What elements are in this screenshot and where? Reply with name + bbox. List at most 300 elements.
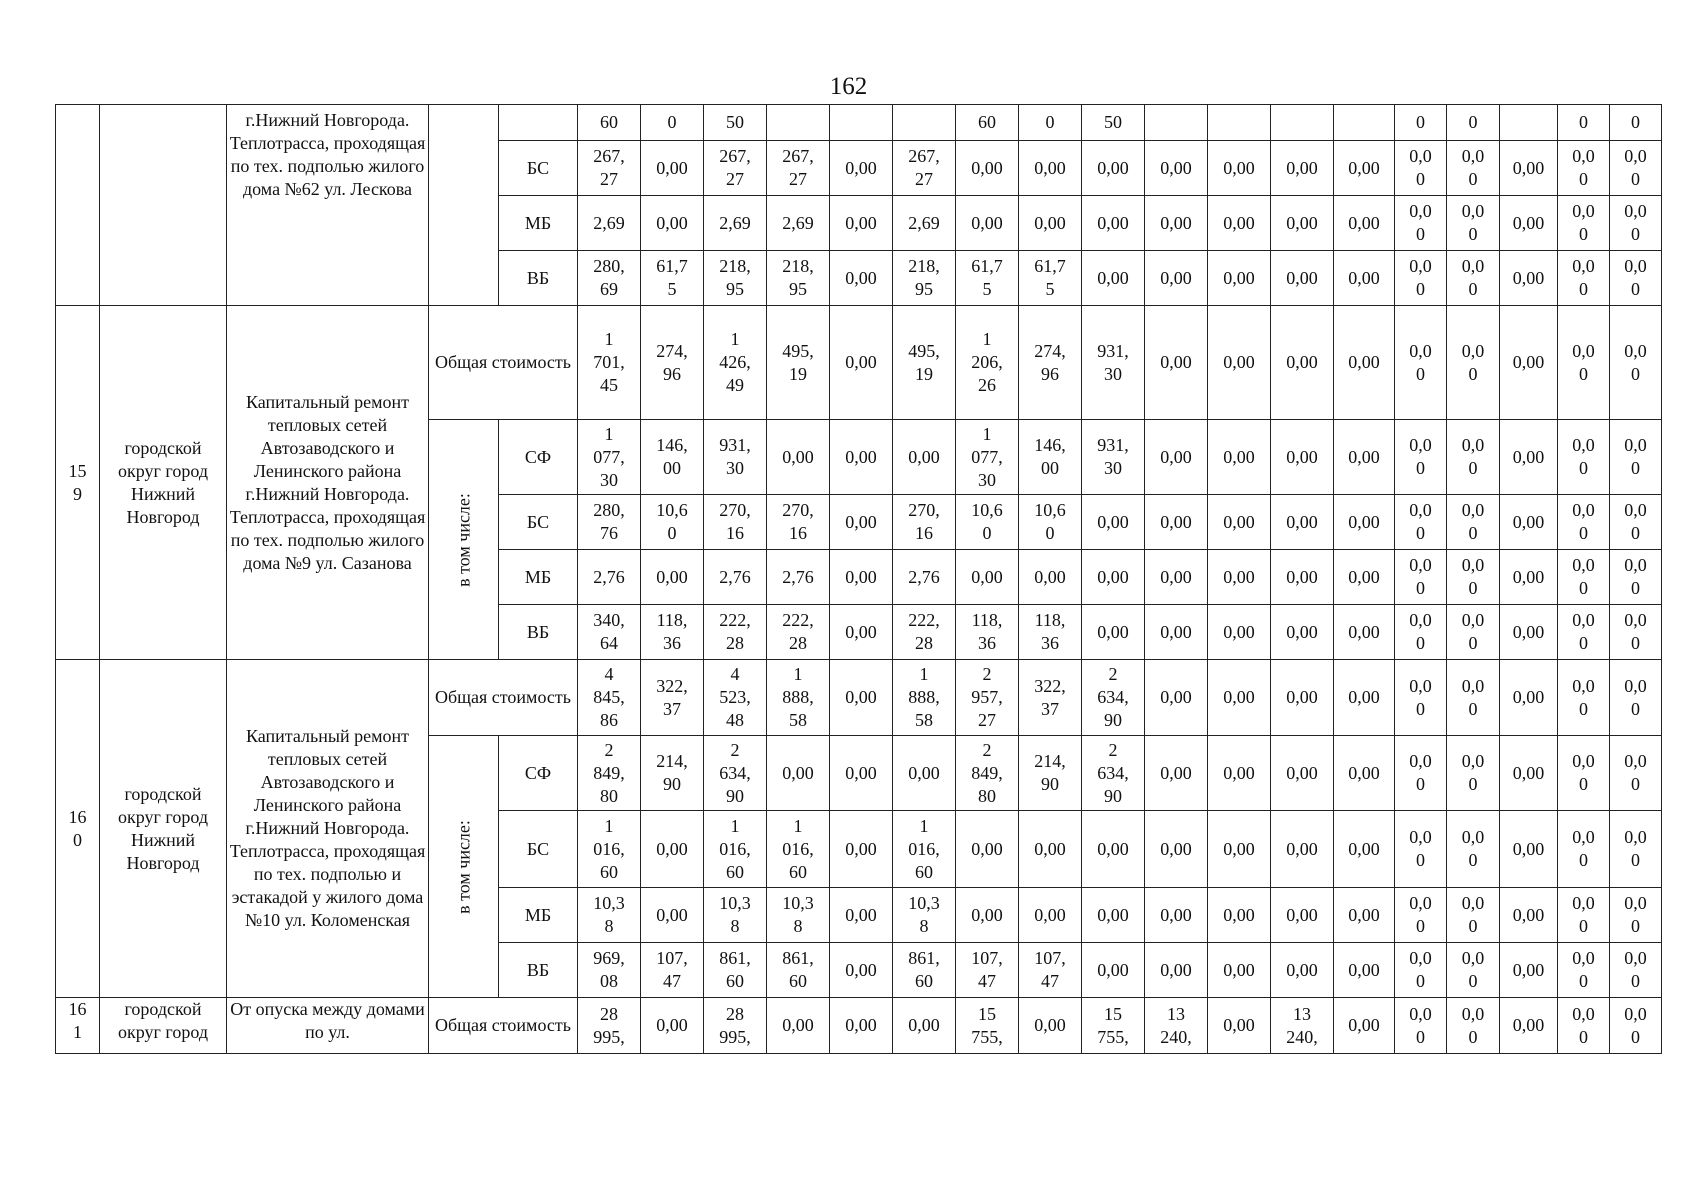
total-cost-label: Общая стоимость	[429, 998, 578, 1054]
value-cell: 214, 90	[641, 736, 704, 811]
value-cell: 222, 28	[893, 605, 956, 660]
value-cell: 0,00	[1271, 550, 1334, 605]
value-cell: 0	[1447, 105, 1500, 141]
value-cell: 50	[1082, 105, 1145, 141]
table-row	[56, 105, 1662, 141]
value-cell: 0,00	[641, 550, 704, 605]
value-cell: 218, 95	[893, 251, 956, 306]
value-cell: 1 016, 60	[578, 811, 641, 888]
value-cell: 0,0 0	[1447, 998, 1500, 1054]
value-cell: 0,0 0	[1395, 811, 1447, 888]
value-cell: 0,00	[1145, 196, 1208, 251]
value-cell: 0,0 0	[1395, 660, 1447, 736]
value-cell: 0,0 0	[1447, 495, 1500, 550]
value-cell: 0,00	[1082, 888, 1145, 943]
value-cell: 0,00	[1271, 251, 1334, 306]
value-cell: 0,0 0	[1610, 251, 1662, 306]
value-cell: 10,3 8	[767, 888, 830, 943]
municipality-cell: городской округ город Нижний Новгород	[100, 306, 227, 660]
value-cell: 0,00	[1082, 495, 1145, 550]
value-cell: 270, 16	[893, 495, 956, 550]
value-cell: 0,0 0	[1558, 660, 1610, 736]
value-cell: 1 206, 26	[956, 306, 1019, 420]
value-cell: 2,69	[704, 196, 767, 251]
value-cell: 280, 76	[578, 495, 641, 550]
value-cell: 0,0 0	[1610, 998, 1662, 1054]
value-cell: 0,00	[1271, 660, 1334, 736]
funding-source-label: СФ	[499, 736, 578, 811]
value-cell: 0,0 0	[1610, 605, 1662, 660]
value-cell: 1 888, 58	[767, 660, 830, 736]
value-cell: 0,00	[1208, 306, 1271, 420]
value-cell: 0,00	[1082, 251, 1145, 306]
value-cell: 0,00	[1145, 306, 1208, 420]
value-cell: 0,0 0	[1447, 196, 1500, 251]
value-cell: 2,69	[767, 196, 830, 251]
value-cell: 0,00	[1500, 251, 1558, 306]
value-cell: 50	[704, 105, 767, 141]
value-cell: 0,00	[1145, 605, 1208, 660]
value-cell: 15 755,	[956, 998, 1019, 1054]
value-cell: 0,00	[1208, 495, 1271, 550]
value-cell	[1145, 105, 1208, 141]
value-cell: 0,00	[1334, 888, 1395, 943]
value-cell: 0,00	[1500, 420, 1558, 495]
value-cell: 0,00	[1019, 811, 1082, 888]
funding-source-label: СФ	[499, 420, 578, 495]
value-cell: 0,00	[893, 420, 956, 495]
value-cell: 0,0 0	[1558, 811, 1610, 888]
value-cell: 0,00	[767, 736, 830, 811]
value-cell: 0,0 0	[1395, 420, 1447, 495]
value-cell: 0,0 0	[1447, 736, 1500, 811]
table-row	[56, 306, 1662, 420]
value-cell: 280, 69	[578, 251, 641, 306]
value-cell: 0,00	[893, 998, 956, 1054]
value-cell: 0	[1610, 105, 1662, 141]
value-cell: 0,00	[830, 196, 893, 251]
in-including-label	[429, 105, 499, 306]
value-cell: 270, 16	[767, 495, 830, 550]
value-cell: 2 634, 90	[1082, 736, 1145, 811]
value-cell: 931, 30	[1082, 306, 1145, 420]
value-cell: 222, 28	[767, 605, 830, 660]
value-cell: 0,00	[1334, 251, 1395, 306]
value-cell: 0,00	[1334, 998, 1395, 1054]
funding-source-label	[499, 105, 578, 141]
value-cell: 861, 60	[767, 943, 830, 998]
value-cell: 0,0 0	[1447, 420, 1500, 495]
object-description: От опуска между домами по ул.	[227, 998, 429, 1054]
value-cell: 0,00	[1208, 660, 1271, 736]
value-cell: 10,6 0	[1019, 495, 1082, 550]
value-cell: 218, 95	[704, 251, 767, 306]
funding-source-label: ВБ	[499, 943, 578, 998]
value-cell: 2 634, 90	[1082, 660, 1145, 736]
value-cell: 495, 19	[767, 306, 830, 420]
budget-table	[55, 104, 1662, 1054]
value-cell: 0,00	[1208, 141, 1271, 196]
value-cell: 118, 36	[641, 605, 704, 660]
value-cell: 107, 47	[956, 943, 1019, 998]
value-cell: 0,00	[1500, 550, 1558, 605]
municipality-cell: городской округ город Нижний Новгород	[100, 660, 227, 998]
value-cell: 0,00	[1145, 251, 1208, 306]
value-cell: 1 016, 60	[893, 811, 956, 888]
value-cell: 2,69	[578, 196, 641, 251]
value-cell: 0,0 0	[1447, 660, 1500, 736]
value-cell: 0,00	[1082, 550, 1145, 605]
value-cell: 267, 27	[893, 141, 956, 196]
value-cell: 0,00	[1334, 495, 1395, 550]
value-cell: 107, 47	[641, 943, 704, 998]
municipality-cell: городской округ город	[100, 998, 227, 1054]
value-cell: 10,6 0	[956, 495, 1019, 550]
value-cell: 0,00	[1334, 605, 1395, 660]
value-cell: 107, 47	[1019, 943, 1082, 998]
value-cell: 10,3 8	[704, 888, 767, 943]
vertical-including-text: в том числе:	[453, 819, 473, 914]
value-cell: 0,00	[1271, 888, 1334, 943]
value-cell: 0,0 0	[1558, 495, 1610, 550]
value-cell: 1 077, 30	[956, 420, 1019, 495]
value-cell: 61,7 5	[641, 251, 704, 306]
object-description: Капитальный ремонт тепловых сетей Автозаводского и Ленинского района г.Нижний Новгорода. Теплотрасса, проходящая по тех. подполью жилого дома №9 ул. Сазанова	[227, 306, 429, 660]
value-cell: 322, 37	[641, 660, 704, 736]
value-cell: 931, 30	[1082, 420, 1145, 495]
value-cell: 0,00	[1145, 736, 1208, 811]
value-cell: 4 523, 48	[704, 660, 767, 736]
in-including-label	[429, 420, 499, 660]
value-cell: 0,00	[1500, 605, 1558, 660]
value-cell: 0,00	[1019, 998, 1082, 1054]
value-cell: 969, 08	[578, 943, 641, 998]
value-cell: 10,6 0	[641, 495, 704, 550]
value-cell: 28 995,	[578, 998, 641, 1054]
value-cell: 0,00	[1271, 420, 1334, 495]
value-cell: 2 634, 90	[704, 736, 767, 811]
table-row	[56, 998, 1662, 1054]
value-cell: 0,00	[1082, 811, 1145, 888]
value-cell: 0,0 0	[1558, 306, 1610, 420]
value-cell: 0,00	[1271, 605, 1334, 660]
value-cell: 0,0 0	[1558, 605, 1610, 660]
value-cell: 0,00	[1271, 141, 1334, 196]
total-cost-label: Общая стоимость	[429, 660, 578, 736]
value-cell: 0,0 0	[1610, 660, 1662, 736]
value-cell: 0,00	[1145, 888, 1208, 943]
value-cell: 0,00	[1271, 306, 1334, 420]
value-cell: 0,0 0	[1395, 251, 1447, 306]
value-cell: 0,00	[1500, 736, 1558, 811]
value-cell: 0,0 0	[1610, 550, 1662, 605]
value-cell	[830, 105, 893, 141]
value-cell: 861, 60	[893, 943, 956, 998]
value-cell: 0,0 0	[1558, 998, 1610, 1054]
value-cell: 0,00	[956, 141, 1019, 196]
value-cell: 0,00	[1145, 550, 1208, 605]
value-cell: 2,76	[767, 550, 830, 605]
value-cell: 0,00	[830, 811, 893, 888]
value-cell: 0,0 0	[1395, 306, 1447, 420]
value-cell: 0,00	[830, 736, 893, 811]
value-cell: 146, 00	[1019, 420, 1082, 495]
value-cell: 1 426, 49	[704, 306, 767, 420]
value-cell: 10,3 8	[893, 888, 956, 943]
municipality-cell	[100, 105, 227, 306]
value-cell: 2 849, 80	[956, 736, 1019, 811]
value-cell: 13 240,	[1145, 998, 1208, 1054]
value-cell: 60	[578, 105, 641, 141]
value-cell: 0,00	[1019, 141, 1082, 196]
value-cell: 0,0 0	[1558, 550, 1610, 605]
value-cell: 0,00	[1145, 495, 1208, 550]
value-cell: 0,00	[1208, 550, 1271, 605]
value-cell: 2,76	[893, 550, 956, 605]
value-cell: 0,00	[830, 306, 893, 420]
value-cell: 0,00	[1334, 306, 1395, 420]
value-cell: 28 995,	[704, 998, 767, 1054]
value-cell: 0,00	[830, 660, 893, 736]
table-row	[56, 660, 1662, 736]
value-cell	[893, 105, 956, 141]
value-cell: 0,0 0	[1610, 495, 1662, 550]
value-cell: 0,0 0	[1610, 736, 1662, 811]
funding-source-label: БС	[499, 141, 578, 196]
value-cell: 0,0 0	[1610, 141, 1662, 196]
value-cell: 0,0 0	[1447, 811, 1500, 888]
funding-source-label: ВБ	[499, 251, 578, 306]
value-cell: 0,00	[1500, 888, 1558, 943]
value-cell: 2 957, 27	[956, 660, 1019, 736]
value-cell: 0,00	[1208, 605, 1271, 660]
value-cell: 0,00	[1271, 943, 1334, 998]
value-cell: 0,00	[1334, 660, 1395, 736]
value-cell: 0	[1019, 105, 1082, 141]
value-cell: 0,00	[1500, 196, 1558, 251]
value-cell: 0,00	[1208, 251, 1271, 306]
value-cell: 0,0 0	[1447, 888, 1500, 943]
value-cell: 0,0 0	[1447, 251, 1500, 306]
value-cell: 0,00	[1500, 943, 1558, 998]
value-cell: 118, 36	[1019, 605, 1082, 660]
value-cell: 0,0 0	[1610, 196, 1662, 251]
value-cell: 0,00	[830, 605, 893, 660]
value-cell: 61,7 5	[956, 251, 1019, 306]
value-cell: 15 755,	[1082, 998, 1145, 1054]
value-cell: 0,0 0	[1395, 550, 1447, 605]
value-cell: 222, 28	[704, 605, 767, 660]
value-cell: 0,00	[1500, 495, 1558, 550]
value-cell: 0,00	[830, 420, 893, 495]
value-cell: 2,76	[704, 550, 767, 605]
value-cell: 0,00	[830, 550, 893, 605]
value-cell: 118, 36	[956, 605, 1019, 660]
value-cell: 0,0 0	[1558, 888, 1610, 943]
page-number: 162	[829, 73, 868, 100]
value-cell: 0,00	[830, 141, 893, 196]
value-cell: 0,0 0	[1558, 251, 1610, 306]
value-cell: 0,00	[956, 811, 1019, 888]
value-cell: 1 016, 60	[704, 811, 767, 888]
value-cell: 0,0 0	[1395, 888, 1447, 943]
value-cell: 0,0 0	[1558, 196, 1610, 251]
value-cell: 931, 30	[704, 420, 767, 495]
value-cell: 0,0 0	[1558, 736, 1610, 811]
value-cell: 0,00	[1082, 141, 1145, 196]
value-cell: 13 240,	[1271, 998, 1334, 1054]
value-cell: 0,0 0	[1395, 943, 1447, 998]
value-cell: 0,00	[1208, 888, 1271, 943]
value-cell: 0,00	[1208, 811, 1271, 888]
value-cell	[767, 105, 830, 141]
value-cell: 0,00	[830, 495, 893, 550]
value-cell: 0,0 0	[1447, 141, 1500, 196]
value-cell: 0,00	[1145, 660, 1208, 736]
value-cell: 0,0 0	[1447, 943, 1500, 998]
value-cell: 861, 60	[704, 943, 767, 998]
value-cell: 0,00	[1082, 605, 1145, 660]
value-cell: 0,0 0	[1447, 605, 1500, 660]
value-cell: 0,00	[956, 888, 1019, 943]
value-cell: 0,00	[641, 888, 704, 943]
value-cell: 0,00	[1271, 495, 1334, 550]
value-cell: 218, 95	[767, 251, 830, 306]
value-cell: 274, 96	[641, 306, 704, 420]
value-cell: 0,00	[641, 196, 704, 251]
value-cell: 0,00	[830, 251, 893, 306]
value-cell: 0,0 0	[1395, 196, 1447, 251]
value-cell: 0,00	[1271, 196, 1334, 251]
value-cell: 0,00	[830, 888, 893, 943]
value-cell: 270, 16	[704, 495, 767, 550]
value-cell: 0,00	[1019, 888, 1082, 943]
value-cell: 0,0 0	[1395, 605, 1447, 660]
value-cell: 0,0 0	[1610, 888, 1662, 943]
value-cell	[1271, 105, 1334, 141]
value-cell: 0,00	[1334, 811, 1395, 888]
value-cell: 61,7 5	[1019, 251, 1082, 306]
value-cell: 0,0 0	[1395, 736, 1447, 811]
value-cell: 0,00	[1271, 736, 1334, 811]
funding-source-label: БС	[499, 495, 578, 550]
vertical-including-text: в том числе:	[453, 492, 473, 587]
row-number: 16 1	[56, 998, 100, 1054]
value-cell: 0,00	[1082, 943, 1145, 998]
value-cell: 2 849, 80	[578, 736, 641, 811]
value-cell: 0,00	[830, 943, 893, 998]
value-cell	[1334, 105, 1395, 141]
value-cell: 214, 90	[1019, 736, 1082, 811]
object-description: г.Нижний Новгорода. Теплотрасса, проходящая по тех. подполью жилого дома №62 ул. Лескова	[227, 105, 429, 306]
value-cell: 0	[1558, 105, 1610, 141]
value-cell: 0,00	[1019, 550, 1082, 605]
funding-source-label: МБ	[499, 550, 578, 605]
value-cell: 1 077, 30	[578, 420, 641, 495]
value-cell: 340, 64	[578, 605, 641, 660]
value-cell: 322, 37	[1019, 660, 1082, 736]
value-cell: 0,00	[767, 998, 830, 1054]
row-number: 16 0	[56, 660, 100, 998]
value-cell: 495, 19	[893, 306, 956, 420]
value-cell: 0,0 0	[1558, 420, 1610, 495]
value-cell: 1 701, 45	[578, 306, 641, 420]
value-cell: 0	[1395, 105, 1447, 141]
row-number: 15 9	[56, 306, 100, 660]
value-cell: 0,0 0	[1447, 306, 1500, 420]
in-including-label	[429, 736, 499, 998]
value-cell: 0,00	[956, 196, 1019, 251]
value-cell: 0,0 0	[1558, 141, 1610, 196]
value-cell: 0,00	[1145, 141, 1208, 196]
value-cell: 0,00	[1500, 998, 1558, 1054]
value-cell: 4 845, 86	[578, 660, 641, 736]
value-cell: 0,00	[641, 141, 704, 196]
funding-source-label: БС	[499, 811, 578, 888]
value-cell: 10,3 8	[578, 888, 641, 943]
value-cell: 0,00	[1145, 943, 1208, 998]
value-cell: 0,00	[1208, 736, 1271, 811]
value-cell	[1208, 105, 1271, 141]
value-cell: 0,00	[1334, 196, 1395, 251]
funding-source-label: ВБ	[499, 605, 578, 660]
value-cell	[1500, 105, 1558, 141]
value-cell: 0,00	[1271, 811, 1334, 888]
value-cell: 0,0 0	[1610, 811, 1662, 888]
value-cell: 0,00	[1334, 736, 1395, 811]
value-cell: 0,00	[1334, 420, 1395, 495]
object-description: Капитальный ремонт тепловых сетей Автозаводского и Ленинского района г.Нижний Новгорода. Теплотрасса, проходящая по тех. подполью и эстакадой у жилого дома №10 ул. Коломенская	[227, 660, 429, 998]
value-cell: 0,00	[641, 811, 704, 888]
value-cell: 0,00	[1500, 306, 1558, 420]
value-cell: 1 888, 58	[893, 660, 956, 736]
value-cell: 0,00	[1500, 141, 1558, 196]
value-cell: 0,00	[1208, 943, 1271, 998]
value-cell: 0,00	[1082, 196, 1145, 251]
value-cell: 0,00	[1500, 660, 1558, 736]
row-number	[56, 105, 100, 306]
total-cost-label: Общая стоимость	[429, 306, 578, 420]
value-cell: 0,00	[1208, 196, 1271, 251]
value-cell: 0,0 0	[1610, 943, 1662, 998]
value-cell: 2,69	[893, 196, 956, 251]
value-cell: 0,00	[1208, 998, 1271, 1054]
value-cell: 2,76	[578, 550, 641, 605]
value-cell: 267, 27	[704, 141, 767, 196]
value-cell: 0,0 0	[1395, 495, 1447, 550]
value-cell: 274, 96	[1019, 306, 1082, 420]
value-cell: 0,00	[893, 736, 956, 811]
value-cell: 0,00	[1500, 811, 1558, 888]
value-cell: 0,0 0	[1447, 550, 1500, 605]
value-cell: 0,00	[1019, 196, 1082, 251]
value-cell: 0,00	[830, 998, 893, 1054]
value-cell: 1 016, 60	[767, 811, 830, 888]
value-cell: 267, 27	[767, 141, 830, 196]
funding-source-label: МБ	[499, 196, 578, 251]
value-cell: 0,00	[1208, 420, 1271, 495]
value-cell: 146, 00	[641, 420, 704, 495]
value-cell: 0,00	[1145, 811, 1208, 888]
value-cell: 0,00	[641, 998, 704, 1054]
value-cell: 0	[641, 105, 704, 141]
value-cell: 60	[956, 105, 1019, 141]
value-cell: 0,00	[1145, 420, 1208, 495]
value-cell: 267, 27	[578, 141, 641, 196]
value-cell: 0,00	[1334, 943, 1395, 998]
value-cell: 0,0 0	[1558, 943, 1610, 998]
value-cell: 0,00	[1334, 141, 1395, 196]
